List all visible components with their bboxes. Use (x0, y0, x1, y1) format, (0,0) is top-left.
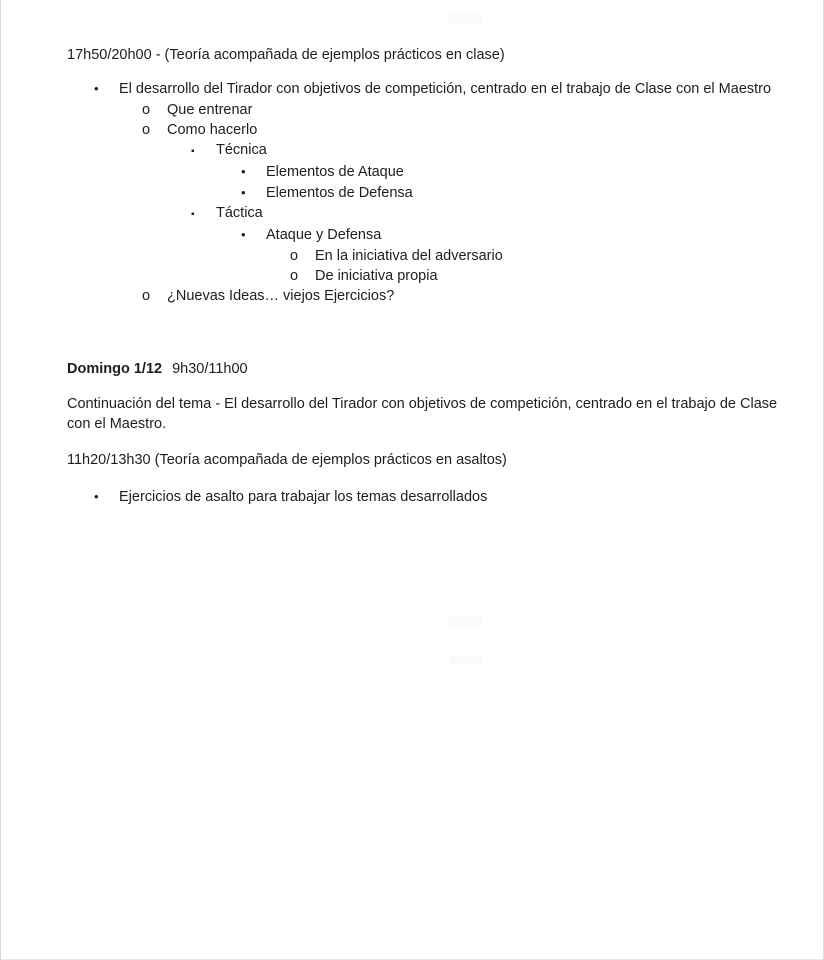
list-item (67, 246, 803, 266)
list-item (67, 140, 803, 162)
square-marker: ▪ (191, 146, 195, 158)
list-item-text: En la iniciativa del adversario (315, 247, 503, 264)
list-item-text: Que entrenar (167, 101, 253, 118)
list-item-text: Ejercicios de asalto para trabajar los temas desarrollados (119, 488, 488, 505)
list-item (67, 225, 803, 245)
list-item-text: Ataque y Defensa (266, 227, 382, 244)
session2-day-line (67, 359, 803, 379)
square-marker: ▪ (191, 209, 195, 221)
day-label: Domingo 1/12 (67, 360, 163, 377)
session2-time-heading: 11h20/13h30 (Teoría acompañada de ejemplos prácticos en asaltos) (67, 452, 507, 469)
session2-outline (67, 487, 803, 507)
list-item (67, 266, 803, 286)
bullet-marker: • (241, 164, 246, 180)
session1-outline (67, 79, 803, 306)
list-item-text: ¿Nuevas Ideas… viejos Ejercicios? (167, 288, 395, 305)
bullet-marker: • (94, 81, 99, 97)
bullet-marker: • (241, 184, 246, 200)
list-item-text: Elementos de Defensa (266, 184, 413, 201)
list-item-text: Como hacerlo (167, 121, 258, 138)
list-item (67, 286, 803, 306)
circle-marker: o (290, 267, 299, 284)
list-item (67, 203, 803, 225)
list-item (67, 120, 803, 140)
circle-marker: o (142, 101, 151, 118)
list-item-text: Técnica (216, 142, 267, 159)
list-item (67, 162, 803, 182)
scan-artifact (449, 655, 482, 665)
list-item (67, 79, 803, 99)
circle-marker: o (142, 288, 151, 305)
session1-time-heading: 17h50/20h00 - (Teoría acompañada de ejemplos prácticos en clase) (67, 47, 505, 63)
continuation-paragraph: Continuación del tema - El desarrollo del Tirador con objetivos de competición, centrado en el trabajo de Clase con el Maestro. (67, 395, 778, 433)
list-item (67, 487, 803, 507)
bullet-marker: • (241, 227, 246, 243)
circle-marker: o (290, 247, 299, 264)
circle-marker: o (142, 121, 151, 138)
list-item-text: Elementos de Ataque (266, 164, 404, 181)
list-item (67, 183, 803, 203)
list-item-text: Táctica (216, 205, 263, 222)
list-item-text: El desarrollo del Tirador con objetivos de competición, centrado en el trabajo de Clase con el Maestro (119, 81, 772, 98)
bullet-marker: • (94, 488, 99, 504)
scan-artifact (449, 13, 482, 23)
list-item-text: De iniciativa propia (315, 267, 438, 284)
list-item (67, 100, 803, 120)
day-time: 9h30/11h00 (172, 360, 248, 377)
scan-artifact (449, 617, 482, 627)
